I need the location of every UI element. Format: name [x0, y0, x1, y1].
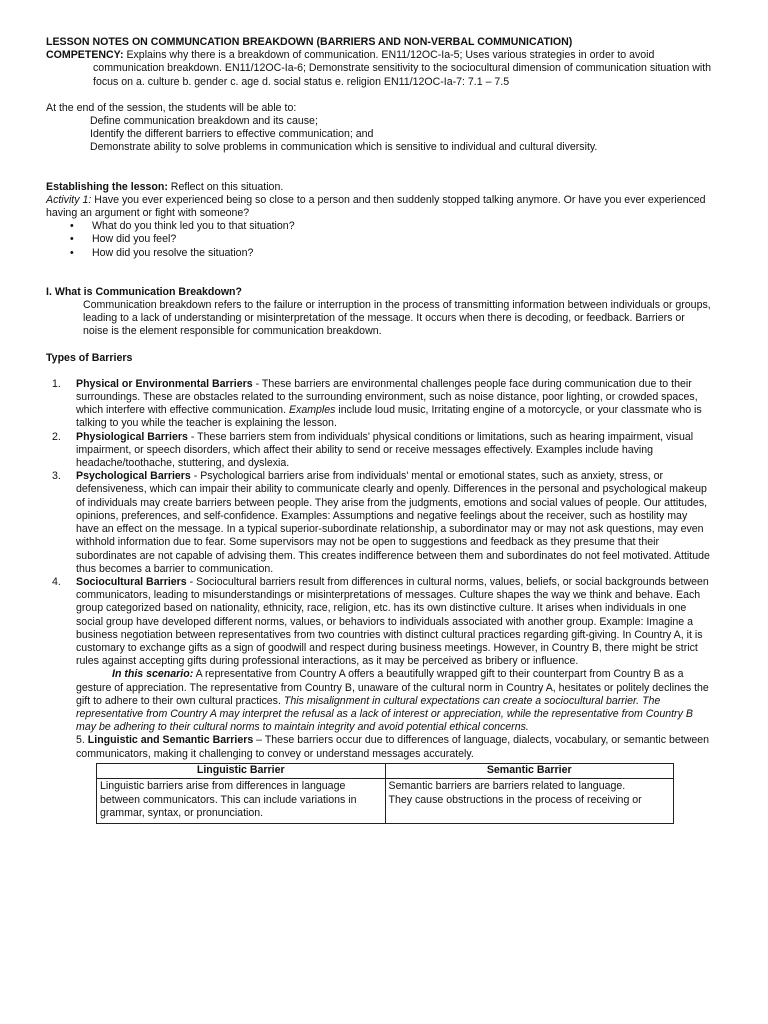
question-item: • How did you resolve the situation? — [46, 247, 712, 260]
barrier-item — [46, 576, 712, 668]
barrier-text: include loud music, Irritating engine of a motorcycle, or your classmate who is talking to you while the teacher is explaining the lesson. — [76, 404, 702, 430]
semantic-line: They cause obstructions in the process of receiving or — [388, 793, 642, 806]
establishing-text: Reflect on this situation. — [167, 180, 284, 193]
competency-paragraph — [46, 49, 712, 89]
table-row — [97, 779, 674, 824]
objective-item: Define communication breakdown and its cause; — [90, 115, 318, 128]
barrier-name: Linguistic and Semantic Barriers — [87, 734, 254, 747]
barriers-heading: Types of Barriers — [46, 351, 133, 364]
scenario-paragraph — [46, 668, 712, 734]
table-header-semantic: Semantic Barrier — [385, 763, 674, 778]
barrier-text: – These barriers occur due to differences of language, dialects, vocabulary, or semantic between communicators, making it challenging to convey or understand messages accurately. — [76, 734, 710, 760]
barrier-text: - Sociocultural barriers result from differences in cultural norms, values, beliefs, or social backgrounds between communicators, leading to misunderstandings or misinterpretations of messages. Culture shapes the way we think and behave. Each group categorized based on nationality, ethnicity, race, religion, etc. has its own distinctive culture. It arises when individuals in one social group have developed different norms, values, or behaviors to individuals associated with another group. Example: Imagine a business negotiation between representatives from two countries with distinct cultural practices regarding gift-giving. In Country A, it is customary to exchange gifts as a sign of goodwill and respect during business meetings. However, in Country B, there might be strict rules against accepting gifts during professional interactions, as it may be perceived as bribery or influence. — [76, 575, 709, 668]
barrier-number: 4. — [52, 575, 61, 588]
barrier-item — [46, 431, 712, 471]
barrier-number: 2. — [52, 430, 61, 443]
establishing-label: Establishing the lesson: — [46, 180, 168, 193]
table-header-linguistic: Linguistic Barrier — [97, 763, 386, 778]
question-item: • What do you think led you to that situation? — [46, 220, 712, 233]
scenario-italic-text: This misalignment in cultural expectations can create a sociocultural barrier. The representative from Country A may interpret the refusal as a lack of interest or appreciation, while the representative from Country B may be adhering to their cultural norms to maintain integrity and avoid potential ethical concerns. — [76, 694, 693, 734]
barrier-name: Physical or Environmental Barriers — [76, 377, 253, 390]
objective-item: Demonstrate ability to solve problems in communication which is sensitive to individual and cultural diversity. — [90, 141, 598, 154]
barrier-number: 1. — [52, 377, 61, 390]
table-header-row — [97, 763, 674, 778]
semantic-line: Semantic barriers are barriers related to language. — [388, 780, 626, 793]
activity-label: Activity 1: — [46, 193, 92, 206]
barrier-number: 5. — [76, 734, 85, 747]
barrier-comparison-table — [96, 763, 674, 825]
barrier-text: - These barriers stem from individuals' physical conditions or limitations, such as hearing impairment, visual impairment, or speech disorders, which affect their ability to send or receive messages effectively. Examples include having headache/toothache, stuttering, and dyslexia. — [76, 430, 694, 470]
competency-label: COMPETENCY: — [46, 49, 124, 62]
objective-item: Identify the different barriers to effective communication; and — [90, 128, 374, 141]
barrier-text: - These barriers are environmental challenges people face during communication due to their surroundings. These are obstacles related to the surrounding environment, such as noise distance, poor lighting, or crowded spaces, which interfere with effective communication. — [76, 377, 698, 417]
establishing-lesson — [46, 181, 712, 194]
question-item: • How did you feel? — [46, 233, 712, 246]
activity-paragraph — [46, 194, 712, 220]
examples-word: Examples — [288, 404, 336, 417]
table-cell-semantic — [385, 779, 674, 824]
barrier-name: Sociocultural Barriers — [76, 575, 187, 588]
barrier-text: - Psychological barriers arise from individuals' mental or emotional states, such as anxiety, stress, or defensiveness, which can impair their ability to communicate clearly and openly. Differences in the personal and psychological makeup of individuals may create barriers between people. They arise from the judgments, emotions and social values of people. Our attitudes, opinions, preferences, and self-confidence. Examples: Assumptions and negative feelings about the receiver, such as hostility may have an effect on the message. In a typical superior-subordinate relationship, a subordinator may or may not ask questions, may even withhold information due to fear. Some supervisors may not be open to suggestions and feedback as they presume that their subordinates are not capable of advising them. This creates indifference between them and subordinates do not feel motivated. Attitude thus becomes a barrier to communication. — [76, 470, 710, 575]
section-heading: I. What is Communication Breakdown? — [46, 285, 242, 298]
barrier-name: Psychological Barriers — [76, 470, 191, 483]
scenario-text: A representative from Country A offers a beautifully wrapped gift to their counterpart from Country B as a gesture of appreciation. The representative from Country B, unaware of the cultural norm in Country A, hesitates or politely declines the gift to adhere to their own cultural practices. — [76, 668, 709, 707]
document-title: LESSON NOTES ON COMMUNCATION BREAKDOWN (BARRIERS AND NON-VERBAL COMMUNICATION) — [46, 36, 573, 48]
barrier-item — [46, 378, 712, 431]
table-cell-linguistic: Linguistic barriers arise from differences in language between communicators. This can include variations in grammar, syntax, or pronunciation. — [97, 779, 386, 824]
activity-text: Have you ever experienced being so close to a person and then suddenly stopped talking anymore. Or have you ever experienced having an argument or fight with someone? — [46, 193, 706, 220]
barrier-number: 3. — [52, 470, 61, 483]
scenario-label: In this scenario: — [112, 668, 194, 681]
objectives-intro: At the end of the session, the students will be able to: — [46, 101, 297, 114]
barrier-item — [46, 470, 712, 576]
competency-text: Explains why there is a breakdown of communication. EN11/12OC-Ia-5; Uses various strategies in order to avoid communication breakdown. EN11/12OC-Ia-6; Demonstrate sensitivity to the sociocultural dimension of communication situation with focus on a. culture b. gender c. age d. social status e. religion EN11/12OC-Ia-7: 7.1 – 7.5 — [93, 49, 712, 88]
barrier-name: Physiological Barriers — [76, 430, 188, 443]
definition-paragraph: Communication breakdown refers to the failure or interruption in the process of transmitting information between individuals or groups, leading to a lack of understanding or misinterpretation of the message. It occurs when there is decoding, or feedback. Barriers or noise is the element responsible for communication breakdown. — [83, 299, 711, 338]
barrier-item-5 — [46, 734, 712, 760]
